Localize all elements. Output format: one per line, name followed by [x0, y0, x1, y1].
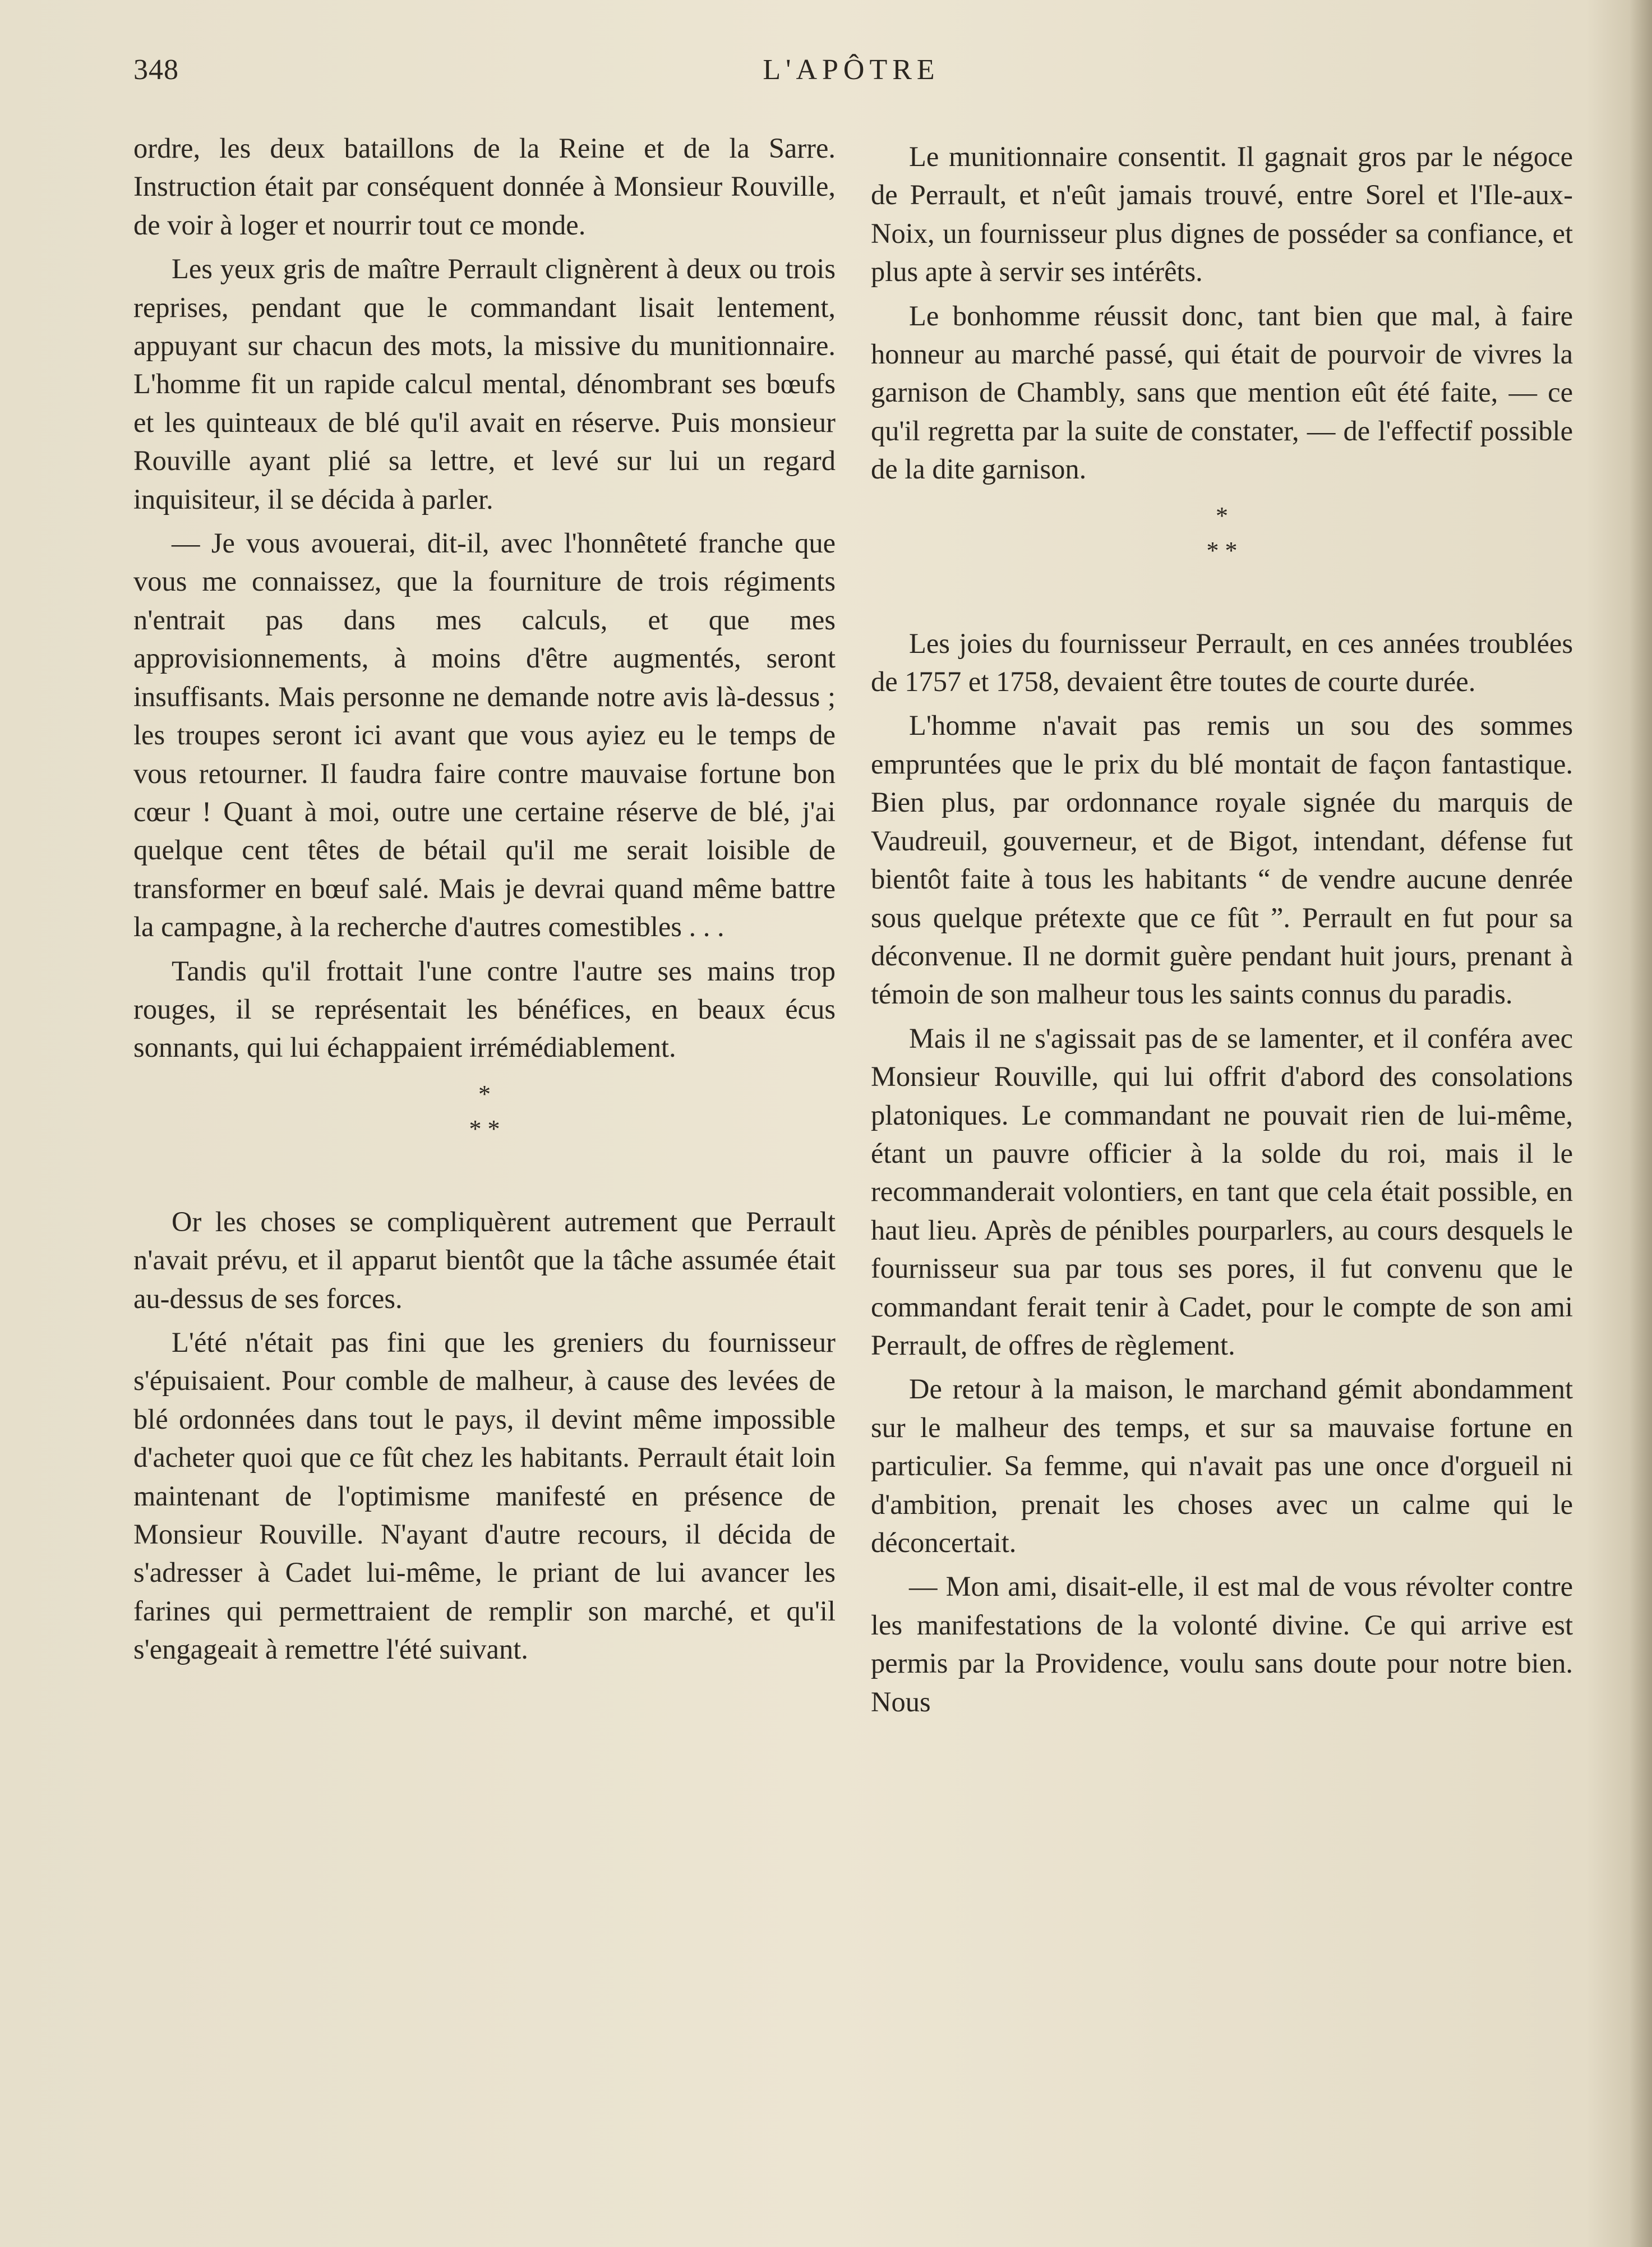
- page-number: 348: [133, 54, 179, 86]
- section-break-bottom: * *: [469, 1115, 500, 1143]
- paragraph: Les joies du fournisseur Perrault, en ces années troublées de 1757 et 1758, devaient être toutes de courte durée.: [871, 627, 1573, 698]
- paragraph: ordre, les deux bataillons de la Reine et de la Sarre. Instruction était par conséquent donnée à Monsieur Rouville, de voir à loger et nourrir tout ce monde.: [133, 132, 836, 241]
- paragraph: L'été n'était pas fini que les greniers du fournisseur s'épuisaient. Pour comble de malheur, à cause des levées de blé ordonnées dans tout le pays, il devint même impossible d'acheter quoi que ce fût chez les habitants. Perrault était loin maintenant de l'optimisme manifesté en présence de Monsieur Rouville. N'ayant d'autre recours, il décida de s'adresser à Cadet lui-même, le priant de lui avancer les farines qui permettraient de remplir son marché, et qu'il s'engageait à remettre l'été suivant.: [133, 1326, 836, 1665]
- section-break: [871, 499, 1573, 568]
- paragraph: De retour à la maison, le marchand gémit abondamment sur le malheur des temps, et sur sa mauvaise fortune en particulier. Sa femme, qui n'avait pas une once d'orgueil ni d'ambition, prenait les choses avec un calme qui le déconcertait.: [871, 1373, 1573, 1558]
- section-break-top: *: [478, 1080, 491, 1108]
- page-edge-shadow: [1630, 0, 1652, 2247]
- left-column: [133, 129, 836, 1674]
- paragraph: Tandis qu'il frottait l'une contre l'autre ses mains trop rouges, il se représentait les bénéfices, en beaux écus sonnants, qui lui échappaient irrémédiablement.: [133, 955, 836, 1063]
- paragraph: Or les choses se compliquèrent autrement que Perrault n'avait prévu, et il apparut bientôt que la tâche assumée était au-dessus de ses forces.: [133, 1205, 836, 1314]
- running-title: L'APÔTRE: [763, 54, 940, 86]
- section-break: [133, 1077, 836, 1146]
- page-header: [133, 53, 1569, 98]
- paragraph: Mais il ne s'agissait pas de se lamenter, et il conféra avec Monsieur Rouville, qui lui offrit d'abord des consolations platoniques. Le commandant ne pouvait rien de lui-même, étant un pauvre officier à la solde du roi, mais il le recommanderait volontiers, en tant que cela était possible, en haut lieu. Après de pénibles pourparlers, au cours desquels le fournisseur sua par tous ses pores, il fut convenu que le commandant ferait tenir à Cadet, pour le compte de son ami Perrault, de offres de règlement.: [871, 1022, 1573, 1361]
- paragraph: L'homme n'avait pas remis un sou des sommes empruntées que le prix du blé montait de façon fantastique. Bien plus, par ordonnance royale signée du marquis de Vaudreuil, gouverneur, et de Bigot, intendant, défense fut bientôt faite à tous les habitants “ de vendre aucune denrée sous quelque prétexte que ce fût ”. Perrault en fut pour sa déconvenue. Il ne dormit guère pendant huit jours, prenant à témoin de son malheur tous les saints connus du paradis.: [871, 710, 1573, 1010]
- paragraph: Le bonhomme réussit donc, tant bien que mal, à faire honneur au marché passé, qui était de pourvoir de vivres la garnison de Chambly, sans que mention eût été faite, — ce qu'il regretta par la suite de constater, — de l'effectif possible de la dite garnison.: [871, 300, 1573, 485]
- section-break-top: *: [1216, 501, 1228, 529]
- paragraph: Les yeux gris de maître Perrault clignèrent à deux ou trois reprises, pendant que le commandant lisait lentement, appuyant sur chacun des mots, la missive du munitionnaire. L'homme fit un rapide calcul mental, dénombrant ses bœufs et les quinteaux de blé qu'il avait en réserve. Puis monsieur Rouville ayant plié sa lettre, et levé sur lui un regard inquisiteur, il se décida à parler.: [133, 253, 836, 515]
- paragraph: — Mon ami, disait-elle, il est mal de vous révolter contre les manifestations de la volonté divine. Ce qui arrive est permis par la Providence, voulu sans doute pour notre bien. Nous: [871, 1571, 1573, 1718]
- right-column: [871, 137, 1573, 1726]
- section-break-bottom: * *: [1206, 536, 1238, 564]
- paragraph: — Je vous avouerai, dit-il, avec l'honnêteté franche que vous me connaissez, que la fourniture de trois régiments n'entrait pas dans mes calculs, et que mes approvisionnements, à moins d'être augmentés, seront insuffisants. Mais personne ne demande notre avis là-dessus ; les troupes seront ici avant que vous ayiez eu le temps de vous retourner. Il faudra faire contre mauvaise fortune bon cœur ! Quant à moi, outre une certaine réserve de blé, j'ai quelque cent têtes de bétail qu'il me serait loisible de transformer en bœuf salé. Mais je devrai quand même battre la campagne, à la recherche d'autres comestibles . . .: [133, 527, 836, 943]
- paragraph: Le munitionnaire consentit. Il gagnait gros par le négoce de Perrault, et n'eût jamais trouvé, entre Sorel et l'Ile-aux-Noix, un fournisseur plus dignes de posséder sa confiance, et plus apte à servir ses intérêts.: [871, 141, 1573, 288]
